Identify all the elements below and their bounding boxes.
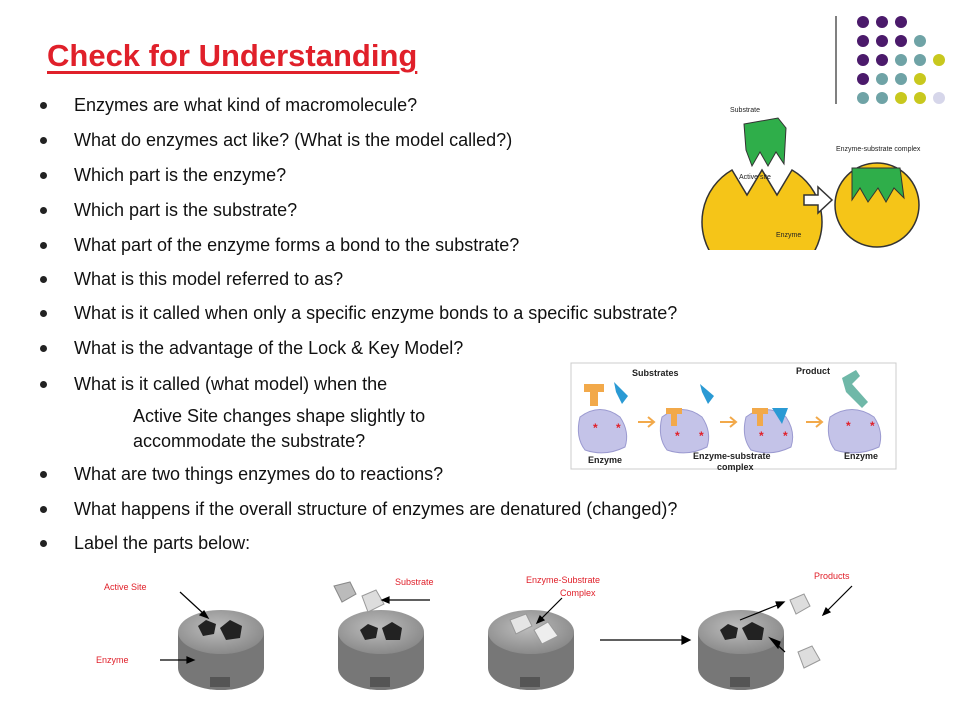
enzyme-shape <box>702 170 822 250</box>
bullet-icon <box>40 345 47 352</box>
diagram-label-enzyme: Enzyme <box>588 455 623 465</box>
enzyme-disk <box>698 594 820 690</box>
dot <box>857 35 869 47</box>
label-enzyme: Enzyme <box>96 655 129 665</box>
bullet-icon <box>40 276 47 283</box>
lock-and-key-diagram <box>700 100 930 250</box>
dot <box>914 54 926 66</box>
dot <box>876 54 888 66</box>
enzyme-disk <box>334 582 424 690</box>
bullet-icon <box>40 207 47 214</box>
dot <box>876 73 888 85</box>
dot <box>895 73 907 85</box>
question-text: What part of the enzyme forms a bond to the substrate? <box>74 235 520 255</box>
bullet-icon <box>40 540 47 547</box>
enzyme-disk <box>178 610 264 690</box>
active-site-star: * <box>870 419 875 433</box>
question-text: Enzymes are what kind of macromolecule? <box>74 95 418 115</box>
question-text: What happens if the overall structure of enzymes are denatured (changed)? <box>74 499 678 519</box>
diagram-label-substrates: Substrates <box>632 368 679 378</box>
dot <box>895 16 907 28</box>
dot <box>895 35 907 47</box>
question-text: What is the advantage of the Lock & Key Model? <box>74 338 464 358</box>
label-active-site: Active Site <box>104 582 147 592</box>
bullet-icon <box>40 137 47 144</box>
dot <box>914 73 926 85</box>
question-text: Which part is the enzyme? <box>74 165 287 185</box>
decorative-dot-grid <box>820 10 960 105</box>
active-site-star: * <box>593 421 598 435</box>
active-site-star: * <box>675 429 680 443</box>
diagram-label-active-site: Active site <box>739 174 771 181</box>
bullet-icon <box>40 102 47 109</box>
label-products: Products <box>814 571 850 581</box>
dot <box>895 54 907 66</box>
question-text: Which part is the substrate? <box>74 200 298 220</box>
diagram-label-enzyme: Enzyme <box>776 232 802 239</box>
enzyme-disk <box>488 610 574 690</box>
substrate-shape <box>744 118 786 166</box>
diagram-label-enzyme: Enzyme <box>844 451 879 461</box>
bullet-icon <box>40 471 47 478</box>
question-text: What is it called (what model) when the <box>74 374 388 394</box>
bullet-icon <box>40 381 47 388</box>
bullet-icon <box>40 242 47 249</box>
dot <box>857 54 869 66</box>
question-text: What are two things enzymes do to reactions? <box>74 464 444 484</box>
diagram-label-product: Product <box>796 366 831 376</box>
bullet-icon <box>40 310 47 317</box>
diagram-label-complex: complex <box>717 462 754 472</box>
dot <box>876 35 888 47</box>
question-text: What is it called when only a specific enzyme bonds to a specific substrate? <box>74 303 678 323</box>
dot <box>933 54 945 66</box>
active-site-star: * <box>616 421 621 435</box>
dot <box>857 16 869 28</box>
dot <box>914 35 926 47</box>
active-site-star: * <box>783 429 788 443</box>
label-substrate: Substrate <box>395 577 434 587</box>
bullet-icon <box>40 172 47 179</box>
active-site-star: * <box>699 429 704 443</box>
question-continuation: Active Site changes shape slightly to <box>133 406 426 426</box>
active-site-star: * <box>759 429 764 443</box>
label-complex: Enzyme-Substrate <box>526 575 601 585</box>
question-text: What is this model referred to as? <box>74 269 344 289</box>
active-site-star: * <box>846 419 851 433</box>
question-continuation: accommodate the substrate? <box>133 431 366 451</box>
dot <box>876 16 888 28</box>
bullet-icon <box>40 506 47 513</box>
diagram-label-complex: Enzyme-substrate <box>693 451 771 461</box>
question-text: Label the parts below: <box>74 533 251 553</box>
diagram-label-complex: Enzyme-substrate complex <box>836 146 921 153</box>
dot <box>933 92 945 104</box>
page-title: Check for Understanding <box>47 38 418 73</box>
label-complex: Complex <box>560 588 596 598</box>
dot <box>857 73 869 85</box>
question-text: What do enzymes act like? (What is the model called?) <box>74 130 513 150</box>
diagram-label-substrate: Substrate <box>730 107 760 114</box>
